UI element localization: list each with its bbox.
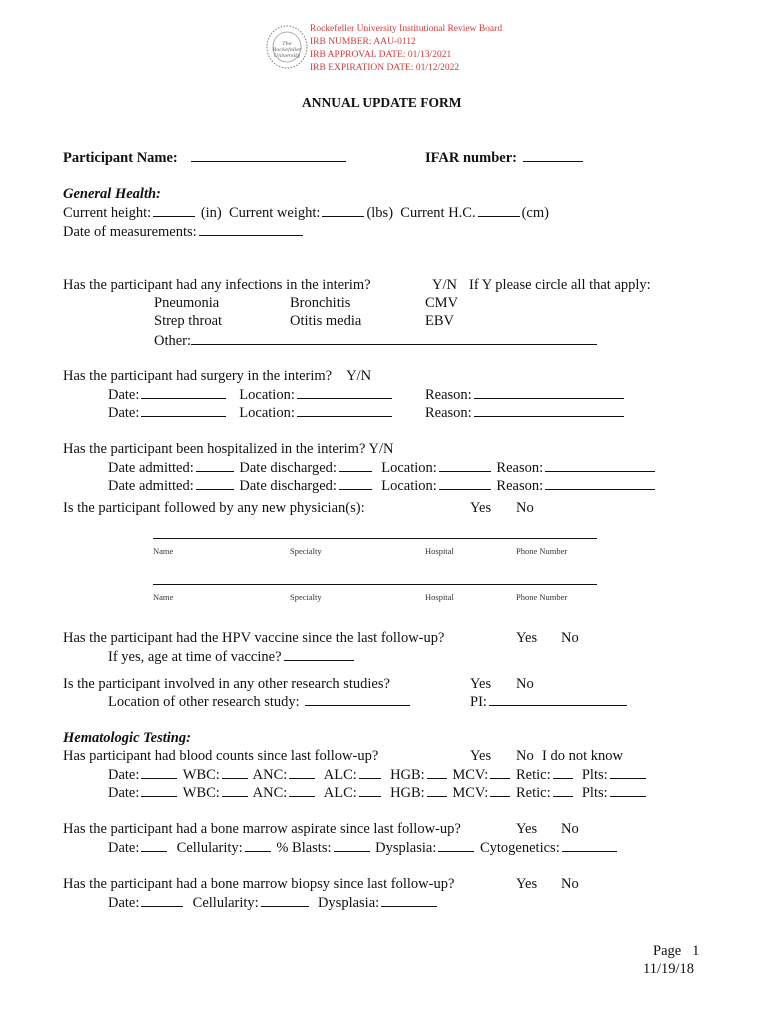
hospital-location-field[interactable]	[439, 476, 491, 490]
asp-blasts-label: % Blasts:	[276, 840, 332, 856]
blood-count-question: Has participant had blood counts since last follow-up?	[63, 748, 379, 764]
height-unit: (in)	[200, 205, 222, 221]
weight-label: Current weight:	[229, 205, 321, 221]
bx-cellularity-field[interactable]	[261, 893, 309, 907]
infection-other-label: Other:	[154, 333, 192, 349]
bc-anc-label: ANC:	[252, 785, 288, 801]
discharged-field[interactable]	[339, 458, 372, 472]
bc-mcv-label: MCV:	[452, 785, 489, 801]
physician-question: Is the participant followed by any new physician(s):	[63, 500, 365, 516]
page-label: Page	[653, 943, 682, 959]
bc-retic-label: Retic:	[515, 767, 551, 783]
weight-unit: (lbs)	[366, 205, 394, 221]
biopsy-row	[108, 893, 439, 912]
page-number	[653, 942, 699, 960]
infections-question: Has the participant had any infections in the interim?	[63, 277, 371, 293]
research-no[interactable]: No	[516, 676, 534, 692]
col-name: Name	[153, 592, 174, 602]
irb-line-2: IRB NUMBER: AAU-0112	[310, 37, 416, 47]
asp-cellularity-field[interactable]	[245, 838, 271, 852]
hospital-row-1	[108, 458, 657, 477]
surgery-question-text: Has the participant had surgery in the interim?	[63, 368, 333, 384]
col-name: Name	[153, 546, 174, 556]
surgery-date-label: Date:	[108, 405, 140, 421]
research-question: Is the participant involved in any other research studies?	[63, 676, 390, 692]
asp-date-label: Date:	[108, 840, 140, 856]
surgery-date-field[interactable]	[141, 403, 226, 417]
physician-line-1[interactable]	[153, 538, 597, 539]
aspirate-row	[108, 838, 619, 857]
col-specialty: Specialty	[290, 592, 322, 602]
form-title: ANNUAL UPDATE FORM	[302, 95, 462, 110]
height-label: Current height:	[63, 205, 152, 221]
research-location-label: Location of other research study:	[108, 694, 300, 710]
bx-dysplasia-field[interactable]	[381, 893, 437, 907]
irb-line-4: IRB EXPIRATION DATE: 01/12/2022	[310, 63, 460, 73]
bc-retic-label: Retic:	[515, 785, 551, 801]
surgery-yn[interactable]: Y/N	[346, 368, 372, 384]
bc-date-label: Date:	[108, 785, 140, 801]
infection-other-row	[154, 331, 599, 350]
biopsy-question: Has the participant had a bone marrow biopsy since last follow-up?	[63, 876, 455, 892]
biopsy-no[interactable]: No	[561, 876, 579, 892]
physician-no[interactable]: No	[516, 500, 534, 516]
physician-line-2[interactable]	[153, 584, 597, 585]
hematologic-heading: Hematologic Testing:	[63, 730, 191, 746]
surgery-row-1	[108, 385, 394, 404]
surgery-reason-field[interactable]	[474, 403, 624, 417]
bc-retic-field[interactable]	[553, 783, 573, 797]
asp-dysplasia-field[interactable]	[438, 838, 474, 852]
general-health-heading: General Health:	[63, 186, 161, 202]
discharged-label: Date discharged:	[239, 460, 337, 476]
admitted-field[interactable]	[196, 476, 234, 490]
surgery-location-label: Location:	[239, 387, 295, 403]
bc-plts-label: Plts:	[581, 767, 608, 783]
surgery-location-label: Location:	[239, 405, 295, 421]
bc-alc-label: ALC:	[323, 767, 357, 783]
admitted-field[interactable]	[196, 458, 234, 472]
asp-cellularity-label: Cellularity:	[176, 840, 243, 856]
hc-field[interactable]	[478, 203, 520, 217]
research-pi-label: PI:	[470, 694, 487, 710]
aspirate-yes[interactable]: Yes	[516, 821, 538, 837]
option-cmv[interactable]: CMV	[425, 295, 459, 311]
measure-date-row	[63, 222, 305, 241]
asp-blasts-field[interactable]	[334, 838, 370, 852]
participant-name-field[interactable]	[191, 148, 346, 162]
option-ebv[interactable]: EBV	[425, 313, 454, 329]
bc-hgb-field[interactable]	[427, 783, 447, 797]
bx-cellularity-label: Cellularity:	[192, 895, 259, 911]
asp-cytogenetics-field[interactable]	[562, 838, 617, 852]
col-hospital: Hospital	[425, 592, 454, 602]
hospital-location-label: Location:	[381, 478, 437, 494]
svg-text:Rockefeller: Rockefeller	[272, 47, 302, 53]
bc-date-field[interactable]	[141, 765, 177, 779]
option-strep-throat[interactable]: Strep throat	[154, 313, 223, 329]
bc-hgb-label: HGB:	[390, 767, 425, 783]
hospital-location-label: Location:	[381, 460, 437, 476]
surgery-location-field[interactable]	[297, 403, 392, 417]
bc-alc-label: ALC:	[323, 785, 357, 801]
hc-unit: (cm)	[521, 205, 549, 221]
hospital-reason-field[interactable]	[545, 476, 655, 490]
bc-plts-label: Plts:	[581, 785, 608, 801]
research-yes[interactable]: Yes	[470, 676, 492, 692]
bc-retic-field[interactable]	[553, 765, 573, 779]
participant-name-row	[63, 148, 348, 167]
option-pneumonia[interactable]: Pneumonia	[154, 295, 220, 311]
surgery-reason-1	[425, 385, 626, 404]
col-specialty: Specialty	[290, 546, 322, 556]
bx-date-label: Date:	[108, 895, 140, 911]
asp-dysplasia-label: Dysplasia:	[375, 840, 437, 856]
bc-mcv-field[interactable]	[490, 783, 510, 797]
ifar-label: IFAR number:	[425, 150, 517, 166]
bc-alc-field[interactable]	[359, 765, 381, 779]
irb-line-1: Rockefeller University Institutional Review Board	[310, 24, 503, 34]
participant-name-label: Participant Name:	[63, 150, 178, 166]
hospital-row-2	[108, 476, 657, 495]
bc-alc-field[interactable]	[359, 783, 381, 797]
hpv-no[interactable]: No	[561, 630, 579, 646]
hospital-reason-label: Reason:	[496, 460, 544, 476]
asp-cytogenetics-label: Cytogenetics:	[479, 840, 560, 856]
admitted-label: Date admitted:	[108, 478, 194, 494]
bc-hgb-label: HGB:	[390, 785, 425, 801]
admitted-label: Date admitted:	[108, 460, 194, 476]
discharged-field[interactable]	[339, 476, 372, 490]
bc-mcv-field[interactable]	[490, 765, 510, 779]
infections-yn[interactable]: Y/N	[432, 277, 457, 293]
measurements-row	[63, 203, 549, 222]
research-location-row	[108, 692, 412, 711]
research-pi-row	[470, 692, 629, 711]
bc-wbc-label: WBC:	[182, 785, 220, 801]
hpv-age-row	[108, 647, 356, 666]
blood-count-no[interactable]: No	[516, 748, 534, 764]
infection-other-field[interactable]	[191, 331, 597, 345]
bc-anc-label: ANC:	[252, 767, 288, 783]
measure-date-field[interactable]	[199, 222, 303, 236]
bc-plts-field[interactable]	[610, 783, 646, 797]
research-location-field[interactable]	[305, 692, 410, 706]
bc-date-field[interactable]	[141, 783, 177, 797]
surgery-reason-field[interactable]	[474, 385, 624, 399]
infections-instruction: If Y please circle all that apply:	[469, 277, 651, 293]
ifar-field[interactable]	[523, 148, 583, 162]
bc-mcv-label: MCV:	[452, 767, 489, 783]
surgery-location-field[interactable]	[297, 385, 392, 399]
biopsy-yes[interactable]: Yes	[516, 876, 538, 892]
bx-dysplasia-label: Dysplasia:	[317, 895, 380, 911]
research-pi-field[interactable]	[489, 692, 627, 706]
col-phone: Phone Number	[516, 546, 568, 556]
bc-anc-field[interactable]	[289, 783, 315, 797]
svg-text:The: The	[282, 41, 292, 47]
hospitalized-question: Has the participant been hospitalized in the interim? Y/N	[63, 441, 394, 457]
option-otitis-media[interactable]: Otitis media	[290, 313, 362, 329]
blood-count-row-2	[108, 783, 648, 802]
bc-date-label: Date:	[108, 767, 140, 783]
blood-count-row-1	[108, 765, 648, 784]
surgery-date-field[interactable]	[141, 385, 226, 399]
measure-date-label: Date of measurements:	[63, 224, 197, 240]
bx-date-field[interactable]	[141, 893, 183, 907]
bc-wbc-field[interactable]	[222, 765, 248, 779]
surgery-row-2	[108, 403, 394, 422]
option-bronchitis[interactable]: Bronchitis	[290, 295, 351, 311]
footer-date: 11/19/18	[643, 961, 695, 977]
surgery-question	[63, 367, 371, 385]
hpv-question: Has the participant had the HPV vaccine since the last follow-up?	[63, 630, 445, 646]
hc-label: Current H.C.	[400, 205, 476, 221]
height-field[interactable]	[153, 203, 195, 217]
bc-wbc-field[interactable]	[222, 783, 248, 797]
asp-date-field[interactable]	[141, 838, 167, 852]
surgery-date-label: Date:	[108, 387, 140, 403]
irb-seal	[265, 24, 309, 70]
aspirate-no[interactable]: No	[561, 821, 579, 837]
hospital-reason-field[interactable]	[545, 458, 655, 472]
discharged-label: Date discharged:	[239, 478, 337, 494]
weight-field[interactable]	[322, 203, 364, 217]
physician-yes[interactable]: Yes	[470, 500, 492, 516]
surgery-reason-label: Reason:	[425, 405, 472, 421]
irb-line-3: IRB APPROVAL DATE: 01/13/2021	[310, 50, 452, 60]
bc-hgb-field[interactable]	[427, 765, 447, 779]
col-phone: Phone Number	[516, 592, 568, 602]
hpv-age-label: If yes, age at time of vaccine?	[108, 649, 282, 665]
bc-plts-field[interactable]	[610, 765, 646, 779]
hpv-age-field[interactable]	[284, 647, 354, 661]
page-number-value: 1	[692, 943, 700, 959]
bc-wbc-label: WBC:	[182, 767, 220, 783]
aspirate-question: Has the participant had a bone marrow aspirate since last follow-up?	[63, 821, 461, 837]
surgery-reason-label: Reason:	[425, 387, 472, 403]
svg-text:University: University	[273, 53, 301, 59]
surgery-reason-2	[425, 403, 626, 422]
bc-anc-field[interactable]	[289, 765, 315, 779]
blood-count-yes[interactable]: Yes	[470, 748, 492, 764]
hospital-location-field[interactable]	[439, 458, 491, 472]
col-hospital: Hospital	[425, 546, 454, 556]
ifar-row	[425, 148, 585, 167]
hpv-yes[interactable]: Yes	[516, 630, 538, 646]
hospital-reason-label: Reason:	[496, 478, 544, 494]
blood-count-dontknow[interactable]: I do not know	[542, 748, 623, 764]
